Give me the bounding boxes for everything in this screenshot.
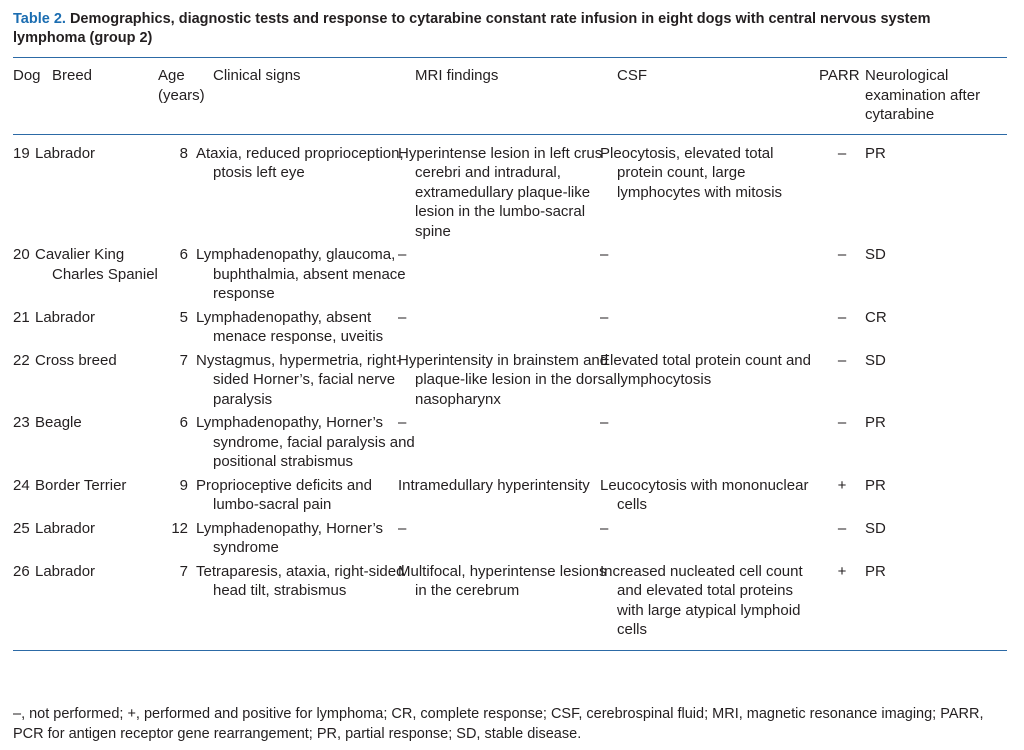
cell-neuro-exam: SD bbox=[865, 519, 886, 537]
cell-dog: 24 bbox=[13, 476, 30, 494]
header-breed: Breed bbox=[52, 67, 93, 84]
cell-neuro-exam: PR bbox=[865, 476, 886, 494]
cell-clinical-signs: Tetraparesis, ataxia, right-sided head tilt, strabismus bbox=[196, 562, 405, 599]
cell-csf: Elevated total protein count and lymphocytosis bbox=[600, 351, 811, 388]
cell-parr: – bbox=[837, 351, 847, 369]
cell-parr: + bbox=[837, 476, 847, 494]
cell-mri-findings: – bbox=[398, 519, 407, 537]
cell-csf: – bbox=[600, 308, 609, 326]
cell-neuro-exam: CR bbox=[865, 308, 887, 326]
cell-age: 12 bbox=[171, 519, 188, 537]
cell-mri-findings: Hyperintensity in brainstem and plaque-like lesion in the dorsal nasopharynx bbox=[398, 351, 617, 408]
header-clinical-signs: Clinical signs bbox=[213, 67, 301, 84]
cell-breed: Labrador bbox=[35, 562, 96, 580]
table-page bbox=[13, 10, 1007, 742]
cell-parr: – bbox=[837, 246, 847, 263]
table-row bbox=[13, 413, 1007, 476]
cell-neuro-exam: SD bbox=[865, 246, 886, 263]
table-row bbox=[13, 308, 1007, 351]
table-body bbox=[13, 134, 1007, 650]
table-header bbox=[13, 58, 1007, 135]
cell-breed: Labrador bbox=[35, 144, 96, 162]
cell-mri-findings: – bbox=[398, 246, 407, 263]
cell-dog: 26 bbox=[13, 562, 30, 580]
table-caption-text: Demographics, diagnostic tests and response to cytarabine constant rate infusion in eight dogs with central nervous system lymphoma (group 2) bbox=[13, 11, 931, 46]
cell-age: 7 bbox=[179, 351, 188, 369]
cell-clinical-signs: Lymphadenopathy, Horner’s syndrome bbox=[196, 519, 384, 556]
cell-csf: Pleocytosis, elevated total protein count, large lymphocytes with mitosis bbox=[600, 144, 783, 201]
table-footnote: –, not performed; +, performed and positive for lymphoma; CR, complete response; CSF, cerebrospinal fluid; MRI, magnetic resonance imaging; PARR, PCR for antigen receptor gene rearrangement; PR, partial response; SD, stable disease. bbox=[13, 706, 984, 742]
cell-dog: 19 bbox=[13, 144, 30, 162]
cell-dog: 22 bbox=[13, 351, 30, 369]
cell-csf: – bbox=[600, 519, 609, 537]
cell-mri-findings: Hyperintense lesion in left crus cerebri and intradural, extramedullary plaque-like lesion in the lumbo-sacral spine bbox=[398, 144, 603, 240]
cell-neuro-exam: SD bbox=[865, 351, 886, 369]
cell-csf: – bbox=[600, 414, 609, 431]
table-row bbox=[13, 519, 1007, 562]
header-parr: PARR bbox=[819, 67, 860, 84]
header-csf: CSF bbox=[617, 67, 647, 84]
cell-parr: – bbox=[837, 144, 847, 162]
cell-breed: Labrador bbox=[35, 308, 96, 326]
table-row bbox=[13, 476, 1007, 519]
cell-dog: 25 bbox=[13, 519, 30, 537]
cell-neuro-exam: PR bbox=[865, 562, 886, 580]
cell-dog: 20 bbox=[13, 246, 30, 263]
cell-breed: Cross breed bbox=[35, 351, 117, 369]
cell-clinical-signs: Proprioceptive deficits and lumbo-sacral pain bbox=[196, 476, 372, 513]
cell-dog: 21 bbox=[13, 308, 30, 326]
header-neuro-exam: Neurological examination after cytarabine bbox=[865, 67, 981, 123]
cell-breed: Cavalier King Charles Spaniel bbox=[35, 246, 158, 283]
cell-neuro-exam: PR bbox=[865, 144, 886, 162]
data-table bbox=[13, 57, 1007, 651]
cell-mri-findings: – bbox=[398, 308, 407, 326]
header-dog: Dog bbox=[13, 67, 41, 84]
cell-dog: 23 bbox=[13, 414, 30, 431]
cell-csf: Leucocytosis with mononuclear cells bbox=[600, 476, 809, 513]
cell-breed: Border Terrier bbox=[35, 476, 127, 494]
cell-csf: – bbox=[600, 246, 609, 263]
table-row bbox=[13, 245, 1007, 308]
cell-clinical-signs: Lymphadenopathy, Horner’s syndrome, facial paralysis and positional strabismus bbox=[196, 414, 415, 470]
cell-age: 9 bbox=[179, 476, 188, 494]
cell-mri-findings: Multifocal, hyperintense lesions in the cerebrum bbox=[398, 562, 607, 599]
cell-breed: Beagle bbox=[35, 414, 82, 431]
cell-clinical-signs: Ataxia, reduced proprioception, ptosis left eye bbox=[196, 144, 404, 181]
table-row bbox=[13, 351, 1007, 414]
table-caption bbox=[13, 10, 1007, 48]
header-mri-findings: MRI findings bbox=[415, 67, 499, 84]
cell-age: 6 bbox=[179, 414, 188, 431]
table-caption-label: Table 2. bbox=[13, 11, 66, 27]
cell-clinical-signs: Lymphadenopathy, glaucoma, buphthalmia, absent menace response bbox=[196, 246, 406, 302]
cell-parr: + bbox=[837, 562, 847, 580]
cell-age: 8 bbox=[179, 144, 188, 162]
cell-breed: Labrador bbox=[35, 519, 96, 537]
cell-neuro-exam: PR bbox=[865, 414, 886, 431]
cell-age: 7 bbox=[179, 562, 188, 580]
cell-mri-findings: Intramedullary hyperintensity bbox=[398, 476, 590, 494]
cell-parr: – bbox=[837, 519, 847, 537]
table-row bbox=[13, 562, 1007, 651]
cell-clinical-signs: Lymphadenopathy, absent menace response, uveitis bbox=[196, 308, 384, 345]
cell-age: 6 bbox=[179, 246, 188, 263]
header-row bbox=[13, 58, 1007, 135]
table-row bbox=[13, 134, 1007, 245]
cell-parr: – bbox=[837, 414, 847, 431]
cell-parr: – bbox=[837, 308, 847, 326]
cell-mri-findings: – bbox=[398, 414, 407, 431]
cell-csf: Increased nucleated cell count and elevated total proteins with large atypical lymphoid cells bbox=[600, 562, 803, 638]
header-age: Age (years) bbox=[158, 67, 205, 104]
cell-clinical-signs: Nystagmus, hypermetria, right-sided Horner’s, facial nerve paralysis bbox=[196, 351, 402, 408]
cell-age: 5 bbox=[179, 308, 188, 326]
